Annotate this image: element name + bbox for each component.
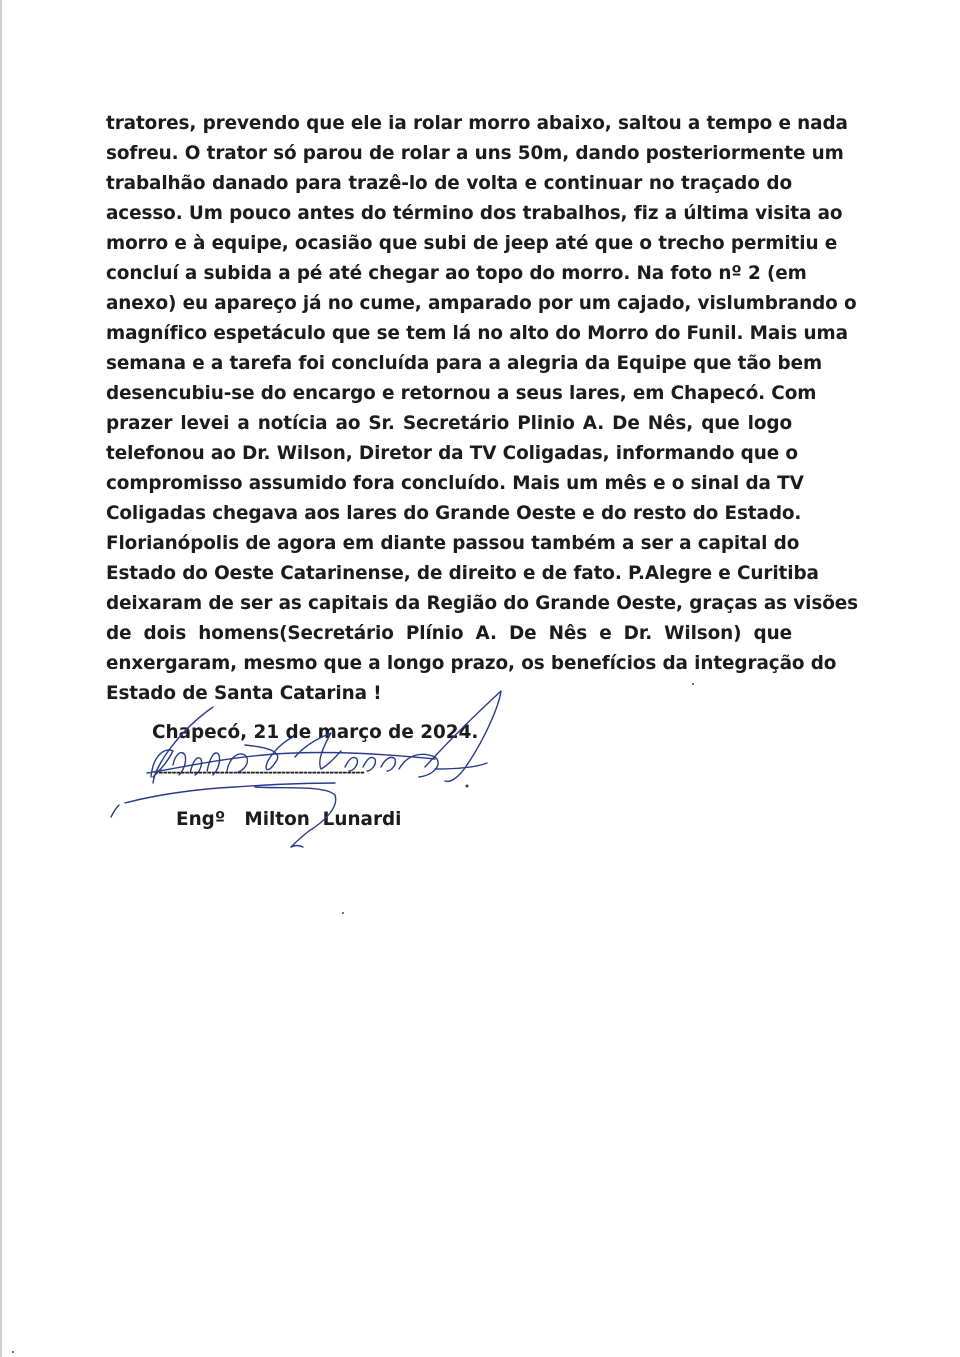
body-line: concluí a subida a pé até chegar ao topo do morro. Na foto nº 2 (em bbox=[106, 263, 807, 284]
body-line: trabalhão danado para trazê-lo de volta e continuar no traçado do bbox=[106, 173, 792, 194]
body-line: Estado de Santa Catarina ! bbox=[106, 683, 382, 704]
body-line: enxergaram, mesmo que a longo prazo, os benefícios da integração do bbox=[106, 653, 837, 674]
body-line: deixaram de ser as capitais da Região do Grande Oeste, graças as visões bbox=[106, 593, 858, 614]
signature-rule: ------------------------------------------------ bbox=[154, 765, 365, 779]
letter-body bbox=[106, 109, 858, 709]
handwritten-signature bbox=[95, 685, 515, 855]
signer-name: Engº Milton Lunardi bbox=[176, 809, 402, 830]
date-line: Chapecó, 21 de março de 2024. bbox=[152, 722, 479, 743]
body-line: desencubiu-se do encargo e retornou a seus lares, em Chapecó. Com bbox=[106, 383, 817, 404]
body-line: tratores, prevendo que ele ia rolar morro abaixo, saltou a tempo e nada bbox=[106, 113, 848, 134]
body-line: Estado do Oeste Catarinense, de direito e de fato. P.Alegre e Curitiba bbox=[106, 563, 819, 584]
body-line: anexo) eu apareço já no cume, amparado por um cajado, vislumbrando o bbox=[106, 293, 857, 314]
body-line: morro e à equipe, ocasião que subi de jeep até que o trecho permitiu e bbox=[106, 233, 838, 254]
body-line: de dois homens(Secretário Plínio A. De Nês e Dr. Wilson) que bbox=[106, 623, 792, 644]
scan-speck bbox=[692, 683, 694, 685]
scan-speck bbox=[342, 912, 344, 914]
body-line: prazer levei a notícia ao Sr. Secretário Plinio A. De Nês, que logo bbox=[106, 413, 792, 434]
scan-speck bbox=[12, 1351, 14, 1353]
body-line: Florianópolis de agora em diante passou também a ser a capital do bbox=[106, 533, 800, 554]
body-line: magnífico espetáculo que se tem lá no alto do Morro do Funil. Mais uma bbox=[106, 323, 848, 344]
body-line: acesso. Um pouco antes do término dos trabalhos, fiz a última visita ao bbox=[106, 203, 843, 224]
body-line: semana e a tarefa foi concluída para a alegria da Equipe que tão bem bbox=[106, 353, 823, 374]
body-line: sofreu. O trator só parou de rolar a uns 50m, dando posteriormente um bbox=[106, 143, 844, 164]
body-line: telefonou ao Dr. Wilson, Diretor da TV Coligadas, informando que o bbox=[106, 443, 798, 464]
body-line: compromisso assumido fora concluído. Mais um mês e o sinal da TV bbox=[106, 473, 804, 494]
page-left-edge bbox=[0, 0, 2, 1357]
body-line: Coligadas chegava aos lares do Grande Oeste e do resto do Estado. bbox=[106, 503, 802, 524]
